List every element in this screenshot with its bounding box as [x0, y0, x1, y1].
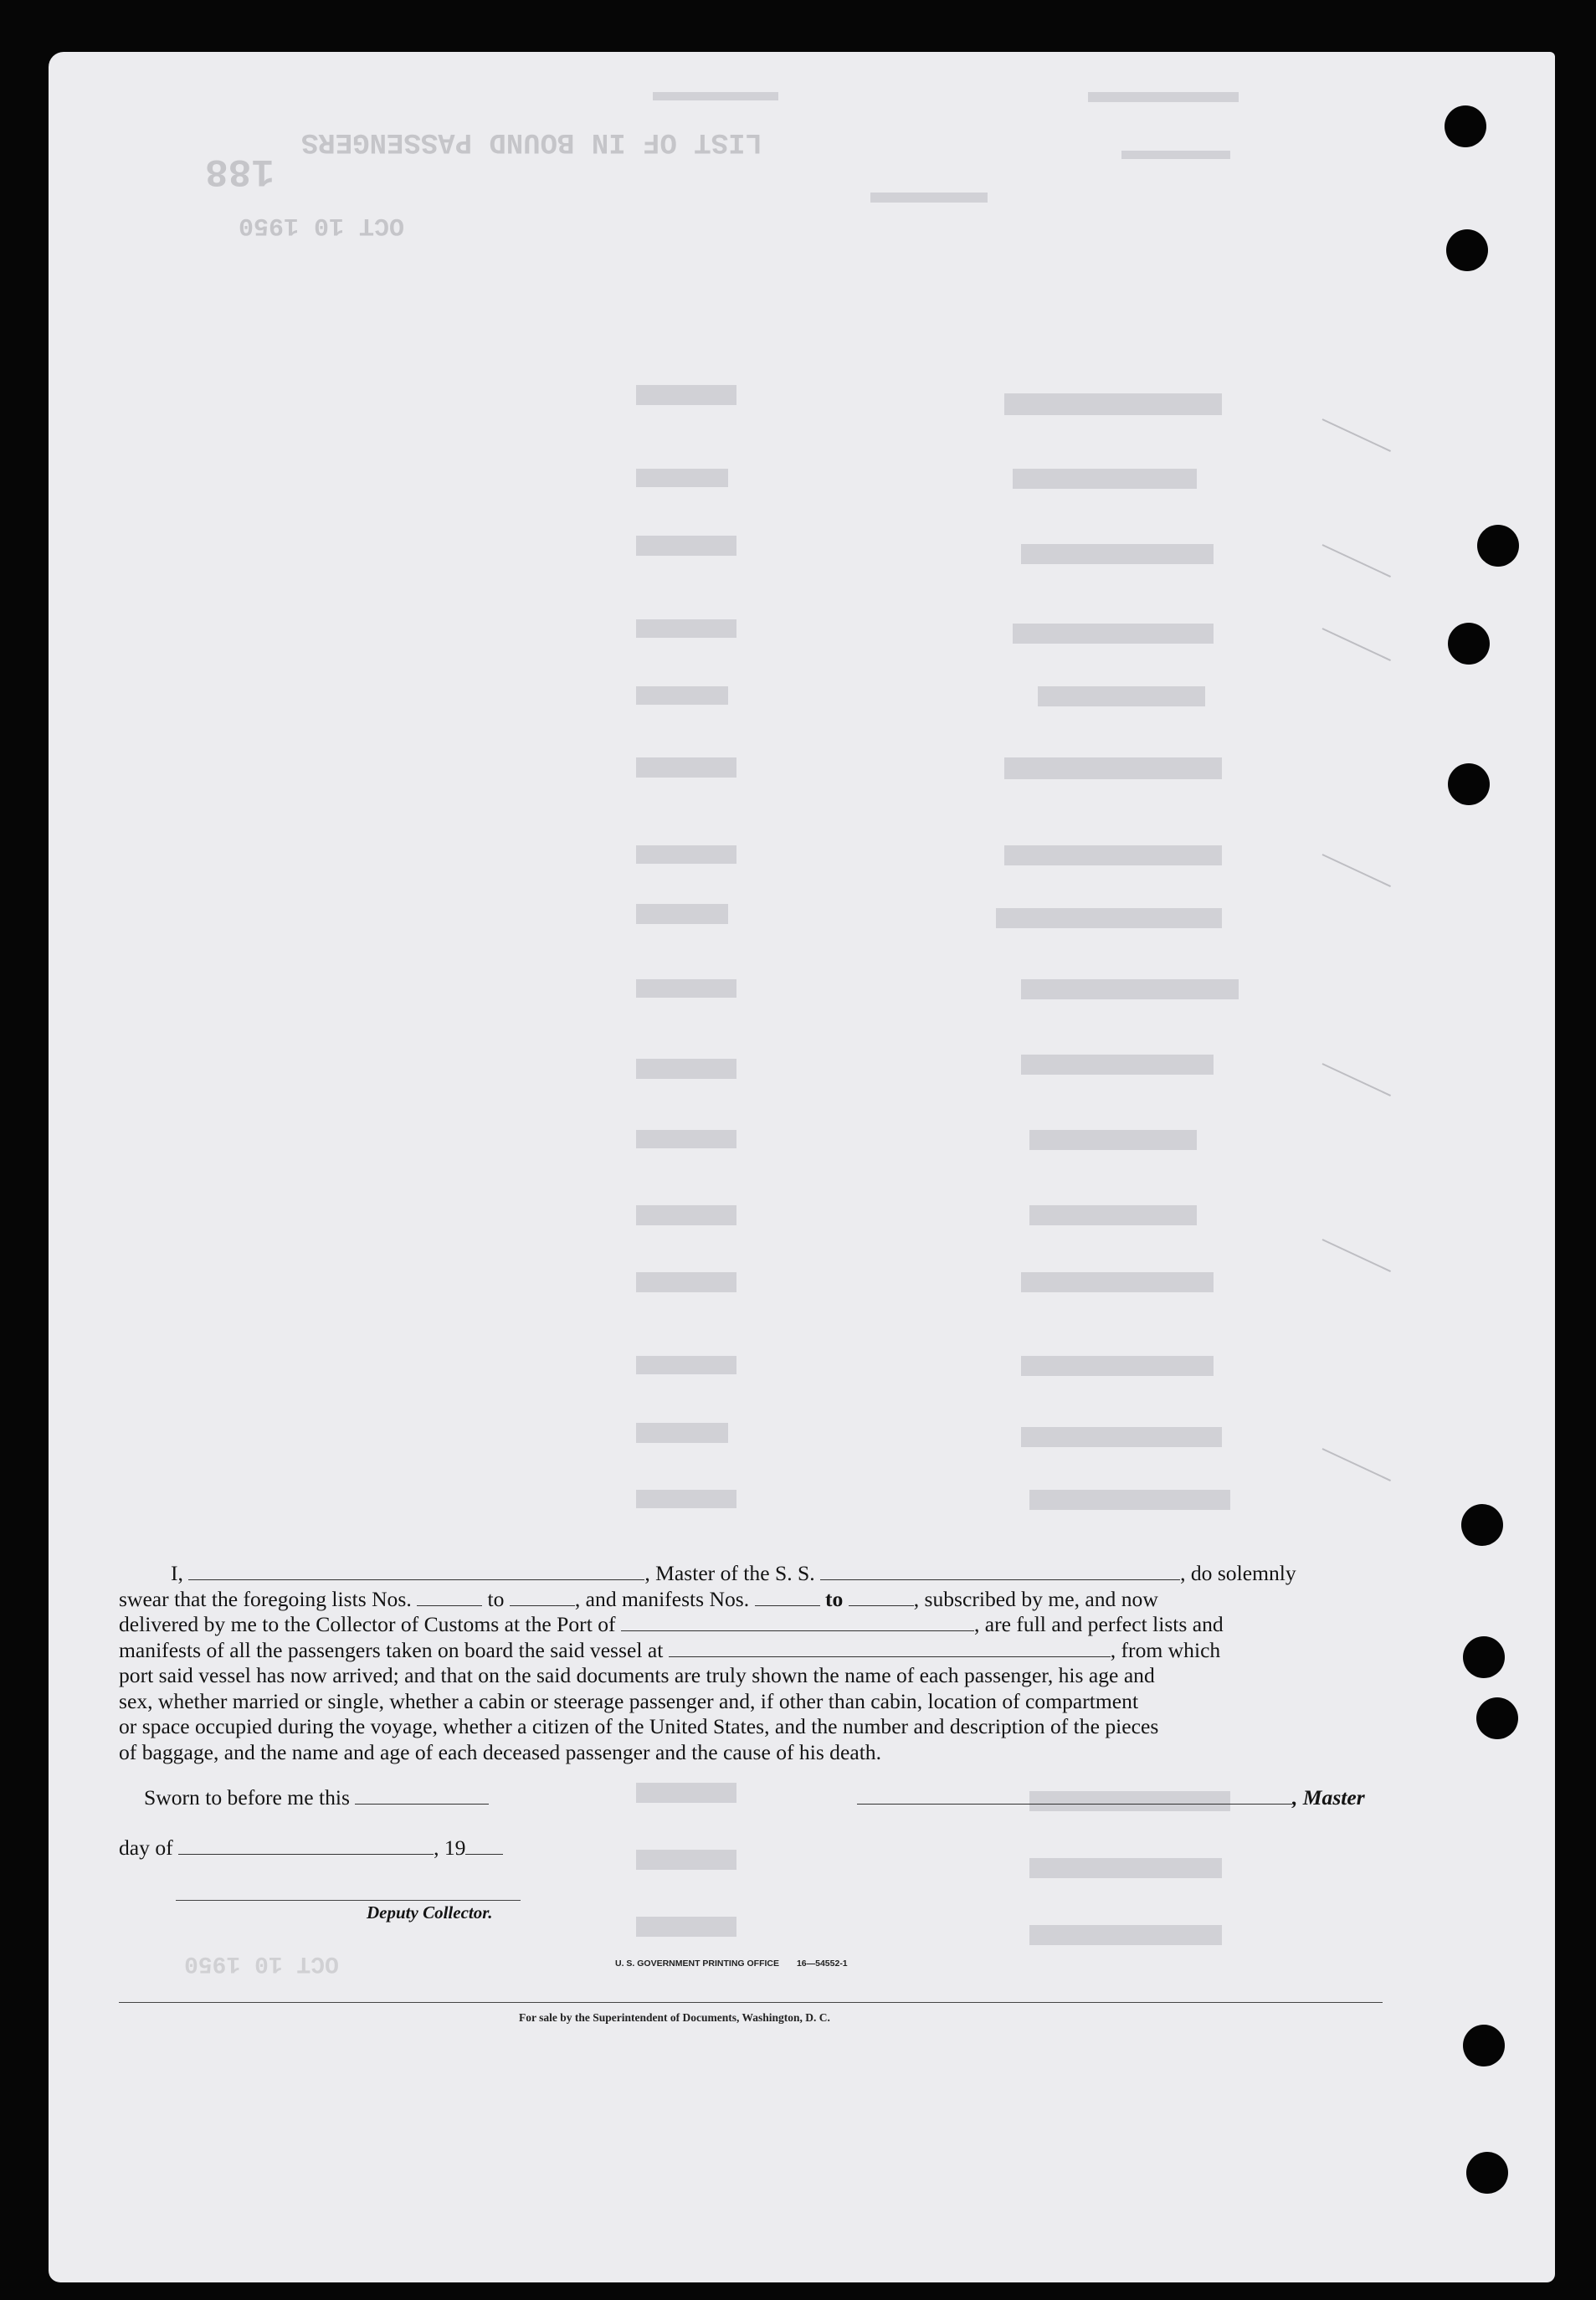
master-name-field[interactable] — [188, 1563, 644, 1580]
gpo-imprint — [615, 1959, 848, 1969]
oath-to-2: to — [824, 1586, 844, 1611]
year-field[interactable] — [465, 1837, 503, 1855]
punch-hole-1 — [1445, 105, 1486, 147]
master-signature-field[interactable] — [857, 1787, 1292, 1805]
punch-hole-3 — [1477, 525, 1519, 567]
bleed-through-date: OCT 10 1950 — [239, 211, 405, 239]
oath-and-manifests: , and manifests Nos. — [574, 1586, 750, 1611]
oath-line-4 — [119, 1638, 1388, 1664]
oath-to-1: to — [487, 1586, 505, 1611]
oath-delivered: delivered by me to the Collector of Customs at the Port of — [119, 1612, 616, 1636]
sworn-label: Sworn to before me this — [144, 1785, 350, 1810]
day-of-row — [119, 1835, 503, 1861]
oath-i: I, — [171, 1561, 183, 1585]
oath-line-3 — [119, 1612, 1388, 1638]
punch-hole-7 — [1463, 1636, 1505, 1678]
deputy-collector-label: Deputy Collector. — [367, 1902, 493, 1923]
gpo-label: U. S. GOVERNMENT PRINTING OFFICE — [615, 1959, 780, 1969]
list-no-from-field[interactable] — [417, 1589, 482, 1606]
punch-hole-6 — [1461, 1504, 1503, 1546]
oath-swear: swear that the foregoing lists Nos. — [119, 1586, 412, 1611]
punch-hole-8 — [1476, 1697, 1518, 1739]
deputy-signature-line[interactable] — [176, 1900, 521, 1901]
master-signature-row — [857, 1785, 1365, 1810]
bleed-through-title: LIST OF IN BOUND PASSENGERS — [301, 126, 762, 157]
sworn-row — [144, 1785, 489, 1810]
manifest-page — [49, 52, 1555, 2282]
manifest-no-to-field[interactable] — [849, 1589, 914, 1606]
bleed-through-list-no: 188 — [205, 149, 275, 193]
punch-hole-5 — [1448, 763, 1490, 805]
oath-line-6: sex, whether married or single, whether a cabin or steerage passenger and, if other than cabin, location of compartment — [119, 1688, 1139, 1713]
oath-line-5: port said vessel has now arrived; and that on the said documents are truly shown the name of each passenger, his age and — [119, 1663, 1155, 1687]
punch-hole-4 — [1448, 623, 1490, 665]
year-label: , 19 — [434, 1835, 466, 1860]
month-field[interactable] — [178, 1837, 434, 1855]
oath-line-1 — [119, 1561, 1388, 1587]
oath-manifests-all: manifests of all the passengers taken on board the said vessel at — [119, 1637, 664, 1662]
punch-hole-10 — [1466, 2152, 1508, 2194]
oath-are-full: , are full and perfect lists and — [973, 1612, 1224, 1636]
oath-master-of-ss: , Master of the S. S. — [644, 1561, 815, 1585]
footer-rule — [119, 2002, 1383, 2003]
ship-name-field[interactable] — [820, 1563, 1180, 1580]
day-of-label: day of — [119, 1835, 173, 1860]
form-number: 16—54552-1 — [796, 1959, 848, 1969]
embark-port-field[interactable] — [669, 1640, 1111, 1657]
for-sale-line: For sale by the Superintendent of Documents, Washington, D. C. — [519, 2011, 830, 2024]
oath-subscribed: , subscribed by me, and now — [913, 1586, 1158, 1611]
oath-line-2 — [119, 1587, 1388, 1613]
punch-hole-2 — [1446, 229, 1488, 271]
master-signature-label: , Master — [1292, 1785, 1365, 1810]
master-oath — [119, 1561, 1388, 1765]
punch-hole-9 — [1463, 2025, 1505, 2066]
port-field[interactable] — [621, 1614, 974, 1631]
oath-do-solemnly: , do solemnly — [1180, 1561, 1296, 1585]
oath-line-7: or space occupied during the voyage, whether a citizen of the United States, and the number and description of the pieces — [119, 1714, 1159, 1738]
oath-line-8: of baggage, and the name and age of each deceased passenger and the cause of his death. — [119, 1739, 882, 1764]
oath-from-which: , from which — [1110, 1637, 1221, 1662]
sworn-date-field[interactable] — [355, 1787, 489, 1805]
list-no-to-field[interactable] — [510, 1589, 575, 1606]
manifest-no-from-field[interactable] — [755, 1589, 820, 1606]
